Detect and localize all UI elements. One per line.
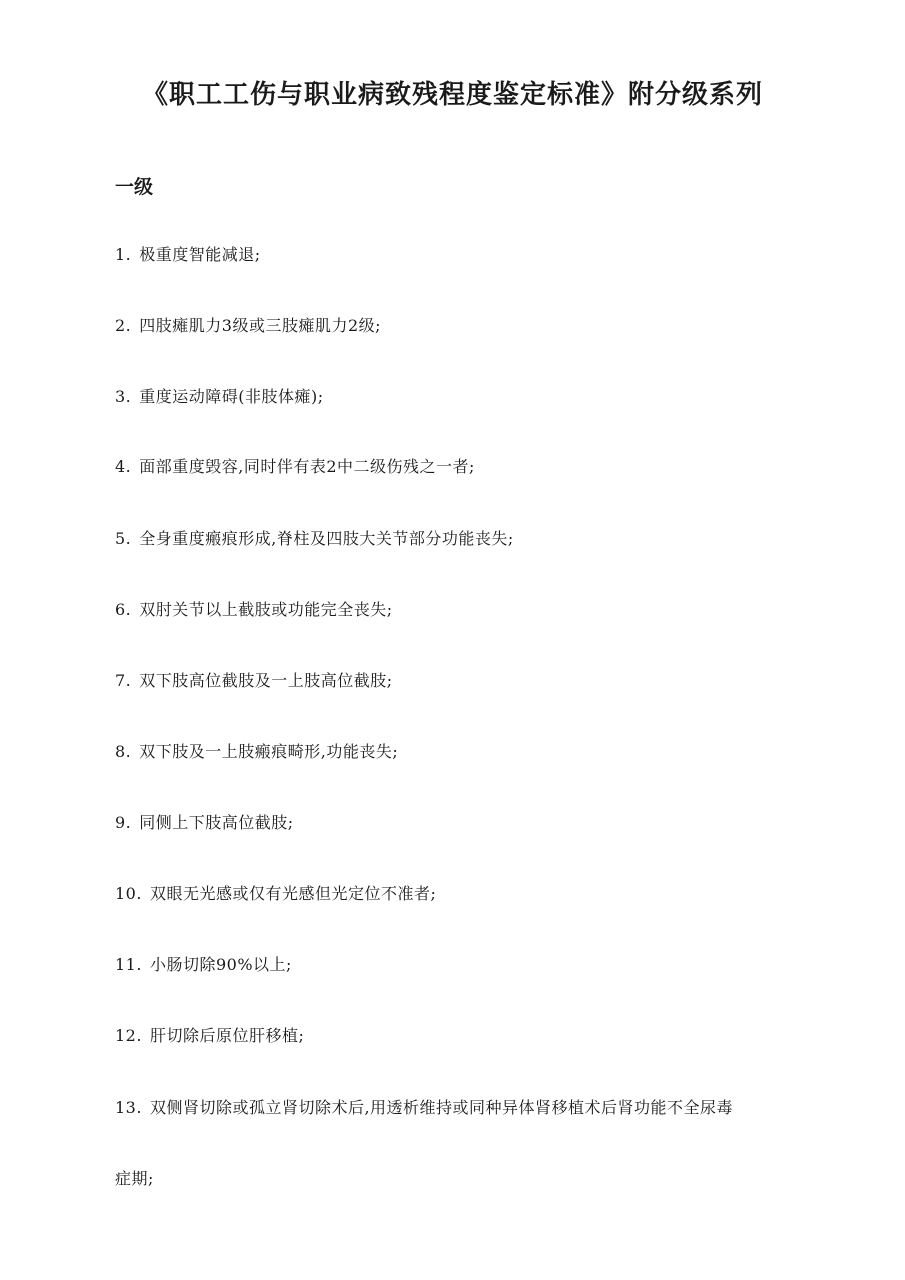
item-number: 13. bbox=[115, 1098, 142, 1117]
list-item bbox=[115, 883, 436, 905]
item-number: 2. bbox=[115, 316, 132, 335]
item-text: 四肢瘫肌力3级或三肢瘫肌力2级; bbox=[139, 316, 382, 335]
list-item bbox=[115, 528, 514, 550]
item-number: 7. bbox=[115, 671, 132, 690]
list-item bbox=[115, 954, 292, 976]
item-number: 10. bbox=[115, 884, 142, 903]
item-text: 重度运动障碍(非肢体瘫); bbox=[139, 387, 324, 406]
item-text: 双眼无光感或仅有光感但光定位不准者; bbox=[149, 884, 437, 903]
list-item-continuation: 症期; bbox=[115, 1169, 154, 1188]
item-text: 双下肢高位截肢及一上肢高位截肢; bbox=[139, 671, 393, 690]
item-text: 双下肢及一上肢瘢痕畸形,功能丧失; bbox=[139, 742, 399, 761]
list-item bbox=[115, 1025, 304, 1047]
item-text: 肝切除后原位肝移植; bbox=[149, 1026, 305, 1045]
item-number: 5. bbox=[115, 529, 132, 548]
list-item bbox=[115, 244, 261, 266]
item-text: 双肘关节以上截肢或功能完全丧失; bbox=[139, 600, 393, 619]
document-title: 《职工工伤与职业病致残程度鉴定标准》附分级系列 bbox=[141, 80, 763, 110]
item-text: 小肠切除90%以上; bbox=[149, 955, 292, 974]
item-number: 1. bbox=[115, 245, 132, 264]
section-heading-level-1: 一级 bbox=[115, 176, 154, 198]
list-item bbox=[115, 315, 381, 337]
list-item bbox=[115, 386, 324, 408]
item-text: 同侧上下肢高位截肢; bbox=[139, 813, 294, 832]
item-number: 6. bbox=[115, 600, 132, 619]
list-item bbox=[115, 670, 393, 692]
list-item bbox=[115, 456, 475, 478]
list-item bbox=[115, 599, 393, 621]
item-number: 9. bbox=[115, 813, 132, 832]
item-text: 双侧肾切除或孤立肾切除术后,用透析维持或同种异体肾移植术后肾功能不全尿毒 bbox=[149, 1098, 734, 1117]
item-number: 8. bbox=[115, 742, 132, 761]
list-item bbox=[115, 741, 398, 763]
item-number: 4. bbox=[115, 457, 132, 476]
item-text: 面部重度毁容,同时伴有表2中二级伤残之一者; bbox=[139, 457, 475, 476]
item-number: 11. bbox=[115, 955, 142, 974]
list-item bbox=[115, 1097, 733, 1119]
item-number: 3. bbox=[115, 387, 132, 406]
item-text: 极重度智能减退; bbox=[139, 245, 261, 264]
item-text: 全身重度瘢痕形成,脊柱及四肢大关节部分功能丧失; bbox=[139, 529, 514, 548]
item-number: 12. bbox=[115, 1026, 142, 1045]
list-item bbox=[115, 812, 294, 834]
